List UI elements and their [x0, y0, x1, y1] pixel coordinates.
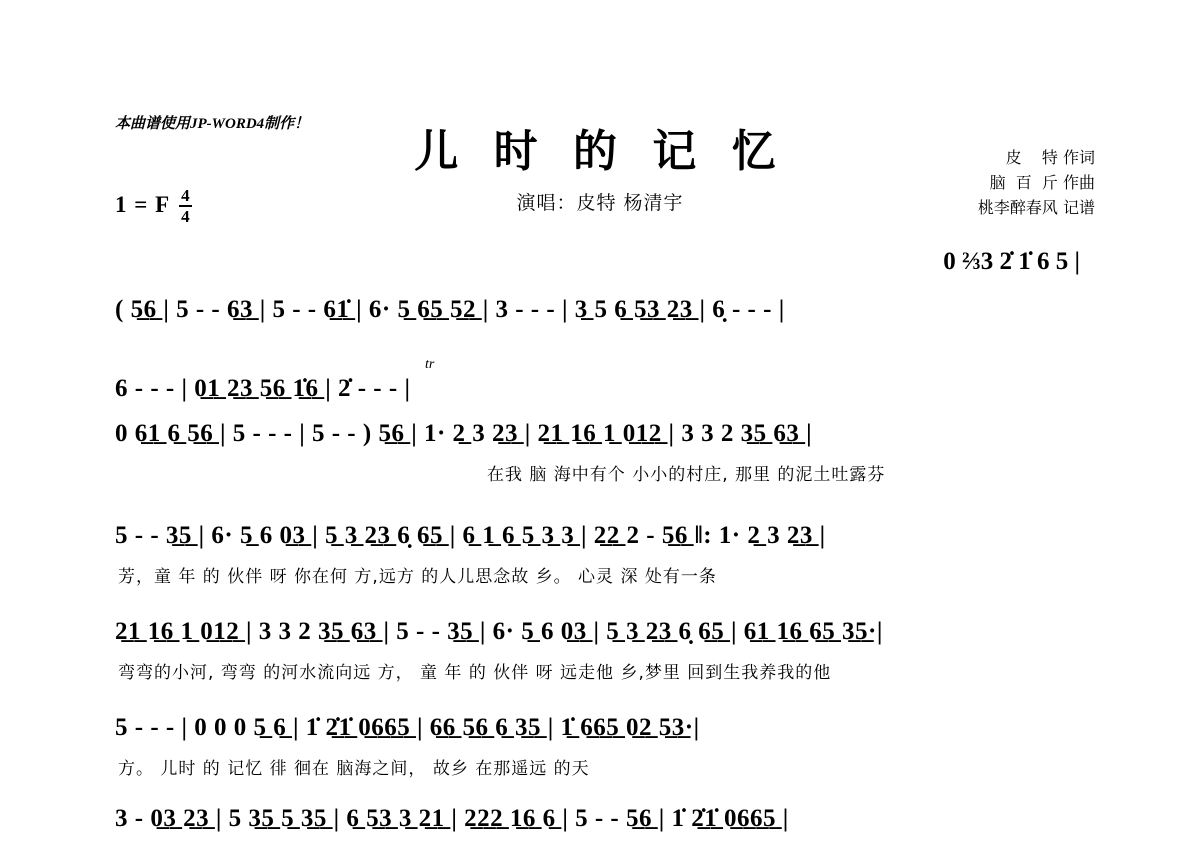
credit-lyricist: 皮 特 作词	[1005, 148, 1095, 167]
lyric-row-5: 弯弯的小河, 弯弯 的河水流向远 方， 童 年 的 伙伴 呀 远走他 乡,梦里 回到生我养我的他	[118, 663, 832, 683]
page-title: 儿 时 的 记 忆	[414, 126, 786, 177]
credit-transcriber: 桃李醉春风 记谱	[977, 198, 1095, 217]
credits	[978, 145, 1095, 220]
stave-row-6: 5 - - - | 0 0 0 5̲ 6̲ | 1̇ 2̲̇1̲̇ 0̲6̲6̲5̲ | 6̲6̲ 5̲6̲ 6̲ 3̲5̲ | 1̲̇ 6̲6̲5̲ 0̲2̲ 5̲3̲·|	[115, 714, 700, 741]
lyric-row-4: 芳，童 年 的 伙伴 呀 你在何 方,远方 的人儿思念故 乡。 心灵 深 处有一条	[118, 567, 717, 587]
key-time-signature	[115, 186, 192, 224]
maker-note: 本曲谱使用JP-WORD4制作！	[115, 116, 310, 132]
credit-composer: 脑 百 斤 作曲	[989, 173, 1095, 192]
time-signature-denominator: 4	[181, 207, 190, 226]
stave-row-7: 3 - 0̲3̲ 2̲3̲ | 5 3̲5̲ 5̲ 3̲5̲ | 6̲ 5̲3̲ 3̲ 2̲1̲ | 2̲2̲2̲ 1̲6̲ 6̲ | 5 - - 5̲6̲ | 1̇ 2̲̇1̲̇ 0̲6̲6̲5̲ |	[115, 805, 789, 832]
lyric-row-6: 方。 儿时 的 记忆 徘 徊在 脑海之间， 故乡 在那遥远 的天	[118, 759, 590, 779]
singer-line: 演唱：皮特 杨清宇	[516, 192, 684, 214]
lyric-row-3: 在我 脑 海中有个 小小的村庄, 那里 的泥土吐露芬	[487, 465, 886, 485]
stave-row-1: ( 5̲6̲ | 5 - - 6̲3̲ | 5 - - 6̲1̲̇ | 6· 5̲ 6̲5̲ 5̲2̲ | 3 - - - | 3̲ 5 6̲ 5̲3̲ 2̲3̲ | 6̣ - - - |	[115, 296, 785, 323]
stave-row-5: 2̲1̲ 1̲6̲ 1̲ 0̲1̲2̲ | 3 3 2 3̲5̲ 6̲3̲ | 5 - - 3̲5̲ | 6· 5̲ 6 0̲3̲ | 5̲ 3̲ 2̲3̲ 6̣ 6̲5̲ | 6̲1̲ 1̲6̲ 6̲5̲ 3̲5̲·|	[115, 618, 883, 645]
stave-row-3: 0 6̲1̲ 6̲ 5̲6̲ | 5 - - - | 5 - - ) 5̲6̲ | 1· 2̲ 3 2̲3̲ | 2̲1̲ 1̲6̲ 1̲ 0̲1̲2̲ | 3 3 2 3̲5̲ 6̲3̲ |	[115, 420, 813, 447]
pickup-measure: 0 ⅔3 2̇ 1̇ 6 5 |	[943, 248, 1080, 275]
time-signature	[179, 187, 192, 225]
stave-row-4: 5 - - 3̲5̲ | 6· 5̲ 6 0̲3̲ | 5̲ 3̲ 2̲3̲ 6̣ 6̲5̲ | 6̲ 1̲ 6̲ 5̲ 3̲ 3̲ | 2̲2̲ 2 - 5̲6̲ ‖: 1· 2̲ 3 2̲3̲ |	[115, 522, 826, 549]
stave-row-2: 6 - - - | 0̲1̲ 2̲3̲ 5̲6̲ 1̲̇6̲ | 2̇ - - - |	[115, 375, 411, 402]
trill-ornament-mark: tr	[425, 357, 435, 372]
key-signature: 1 = F	[115, 192, 171, 217]
time-signature-numerator: 4	[181, 186, 190, 205]
